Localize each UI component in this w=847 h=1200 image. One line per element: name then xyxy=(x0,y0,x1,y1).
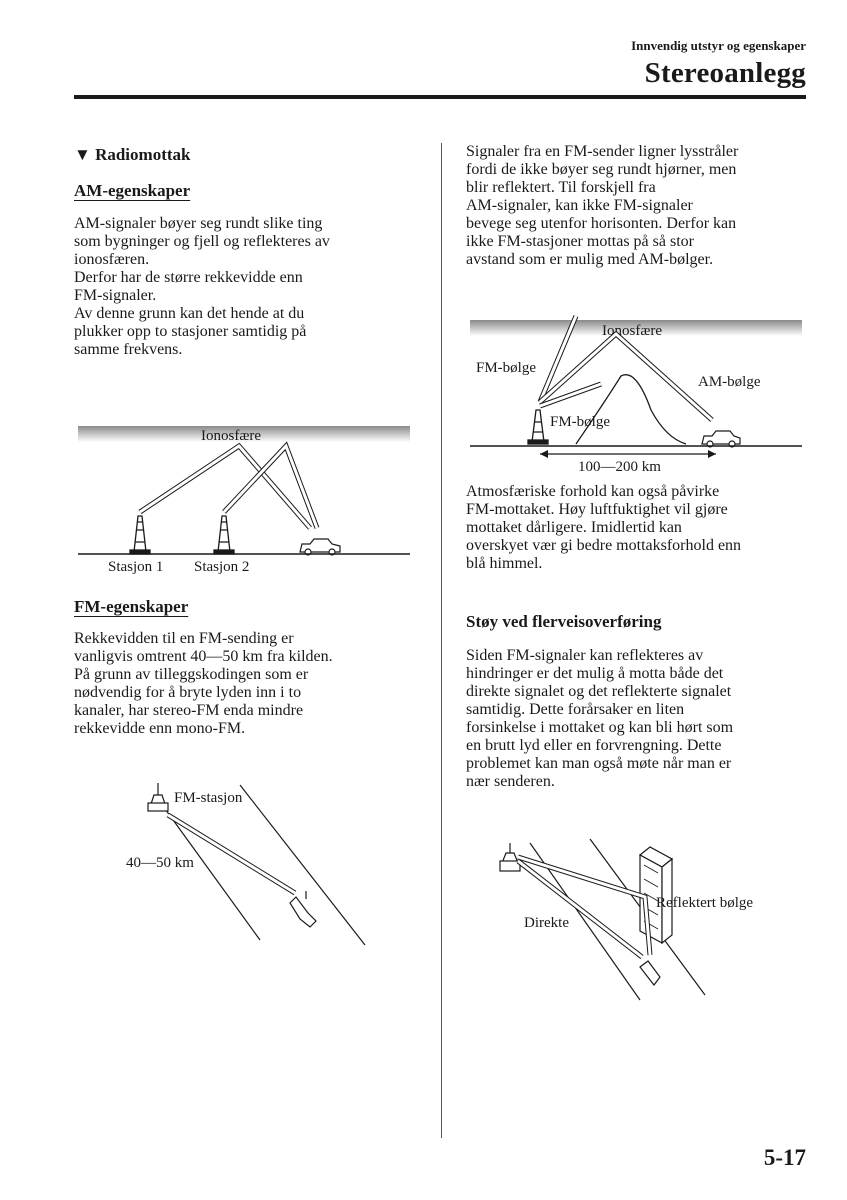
am-wave-label: AM-bølge xyxy=(698,374,761,390)
intro-paragraph: Signaler fra en FM-sender ligner lysstråler fordi de ikke bøyer seg rundt hjørner, men blir reflektert. Til forskjell fra AM-signaler, kan ikke FM-signaler bevege seg utenfor horisonten. Derfor kan ikke FM-stasjoner mottas på så stor avstand som er mulig med AM-bølger. xyxy=(466,143,739,268)
page-title: Stereoanlegg xyxy=(644,57,806,89)
station-1-label: Stasjon 1 xyxy=(108,559,164,575)
station-2-label: Stasjon 2 xyxy=(194,559,250,575)
car-icon xyxy=(300,539,340,555)
ionosphere-label: Ionosfære xyxy=(602,323,662,339)
ionosphere-label: Ionosfære xyxy=(201,428,261,444)
car-icon xyxy=(702,431,740,447)
multipath-figure xyxy=(490,835,790,1010)
fm-wave-top-label: FM-bølge xyxy=(476,360,536,376)
car-icon xyxy=(290,891,316,927)
heading-fm: FM-egenskaper xyxy=(74,597,189,616)
am-figure xyxy=(74,420,414,580)
heading-radio: ▼ Radiomottak xyxy=(74,145,191,164)
car-icon xyxy=(640,961,660,985)
tower-icon xyxy=(214,516,234,554)
header-rule xyxy=(74,95,806,99)
fm-paragraph: Rekkevidden til en FM-sending er vanligvis omtrent 40―50 km fra kilden. På grunn av tilleggskodingen som er nødvendig for å bryte lyden inn i to kanaler, har stereo-FM enda mindre rekkevidde enn mono-FM. xyxy=(74,630,333,737)
fm-range-figure xyxy=(110,775,380,950)
tower-icon xyxy=(500,843,520,871)
tower-icon xyxy=(528,410,548,444)
atmos-paragraph: Atmosfæriske forhold kan også påvirke FM-mottaket. Høy luftfuktighet vil gjøre mottaket dårligere. Imidlertid kan overskyet vær gi bedre mottaksforhold enn blå himmel. xyxy=(466,483,742,572)
tower-icon xyxy=(148,783,168,811)
heading-am: AM-egenskaper xyxy=(74,181,191,200)
tower-icon xyxy=(130,516,150,554)
fm-distance-label: 40―50 km xyxy=(126,855,194,871)
fm-wave-bottom-label: FM-bølge xyxy=(550,414,610,430)
direct-label: Direkte xyxy=(524,915,569,931)
wave-figure xyxy=(466,310,806,480)
column-divider xyxy=(441,143,442,1138)
noise-paragraph: Siden FM-signaler kan reflekteres av hindringer er det mulig å motta både det direkte signalet og det reflekterte signalet samtidig. Dette forårsaker en liten forsinkelse i mottaket og kan bli hørt som en brutt lyd eller en forvrengning. Dette problemet kan man også møte når man er nær senderen. xyxy=(466,647,734,790)
am-paragraph: AM-signaler bøyer seg rundt slike ting som bygninger og fjell og reflekteres av ionosfæren. Derfor har de større rekkevidde enn FM-signaler. Av denne grunn kan det hende at du plukker opp to stasjoner samtidig på samme frekvens. xyxy=(74,215,330,358)
reflected-wave xyxy=(518,857,650,955)
distance-label: 100―200 km xyxy=(578,459,661,475)
reflected-wave-label: Reflektert bølge xyxy=(656,895,754,911)
heading-noise: Støy ved flerveisoverføring xyxy=(466,612,662,631)
fm-station-label: FM-stasjon xyxy=(174,790,243,806)
section-header: Innvendig utstyr og egenskaper xyxy=(631,38,806,53)
page-number: 5-17 xyxy=(763,1145,806,1170)
